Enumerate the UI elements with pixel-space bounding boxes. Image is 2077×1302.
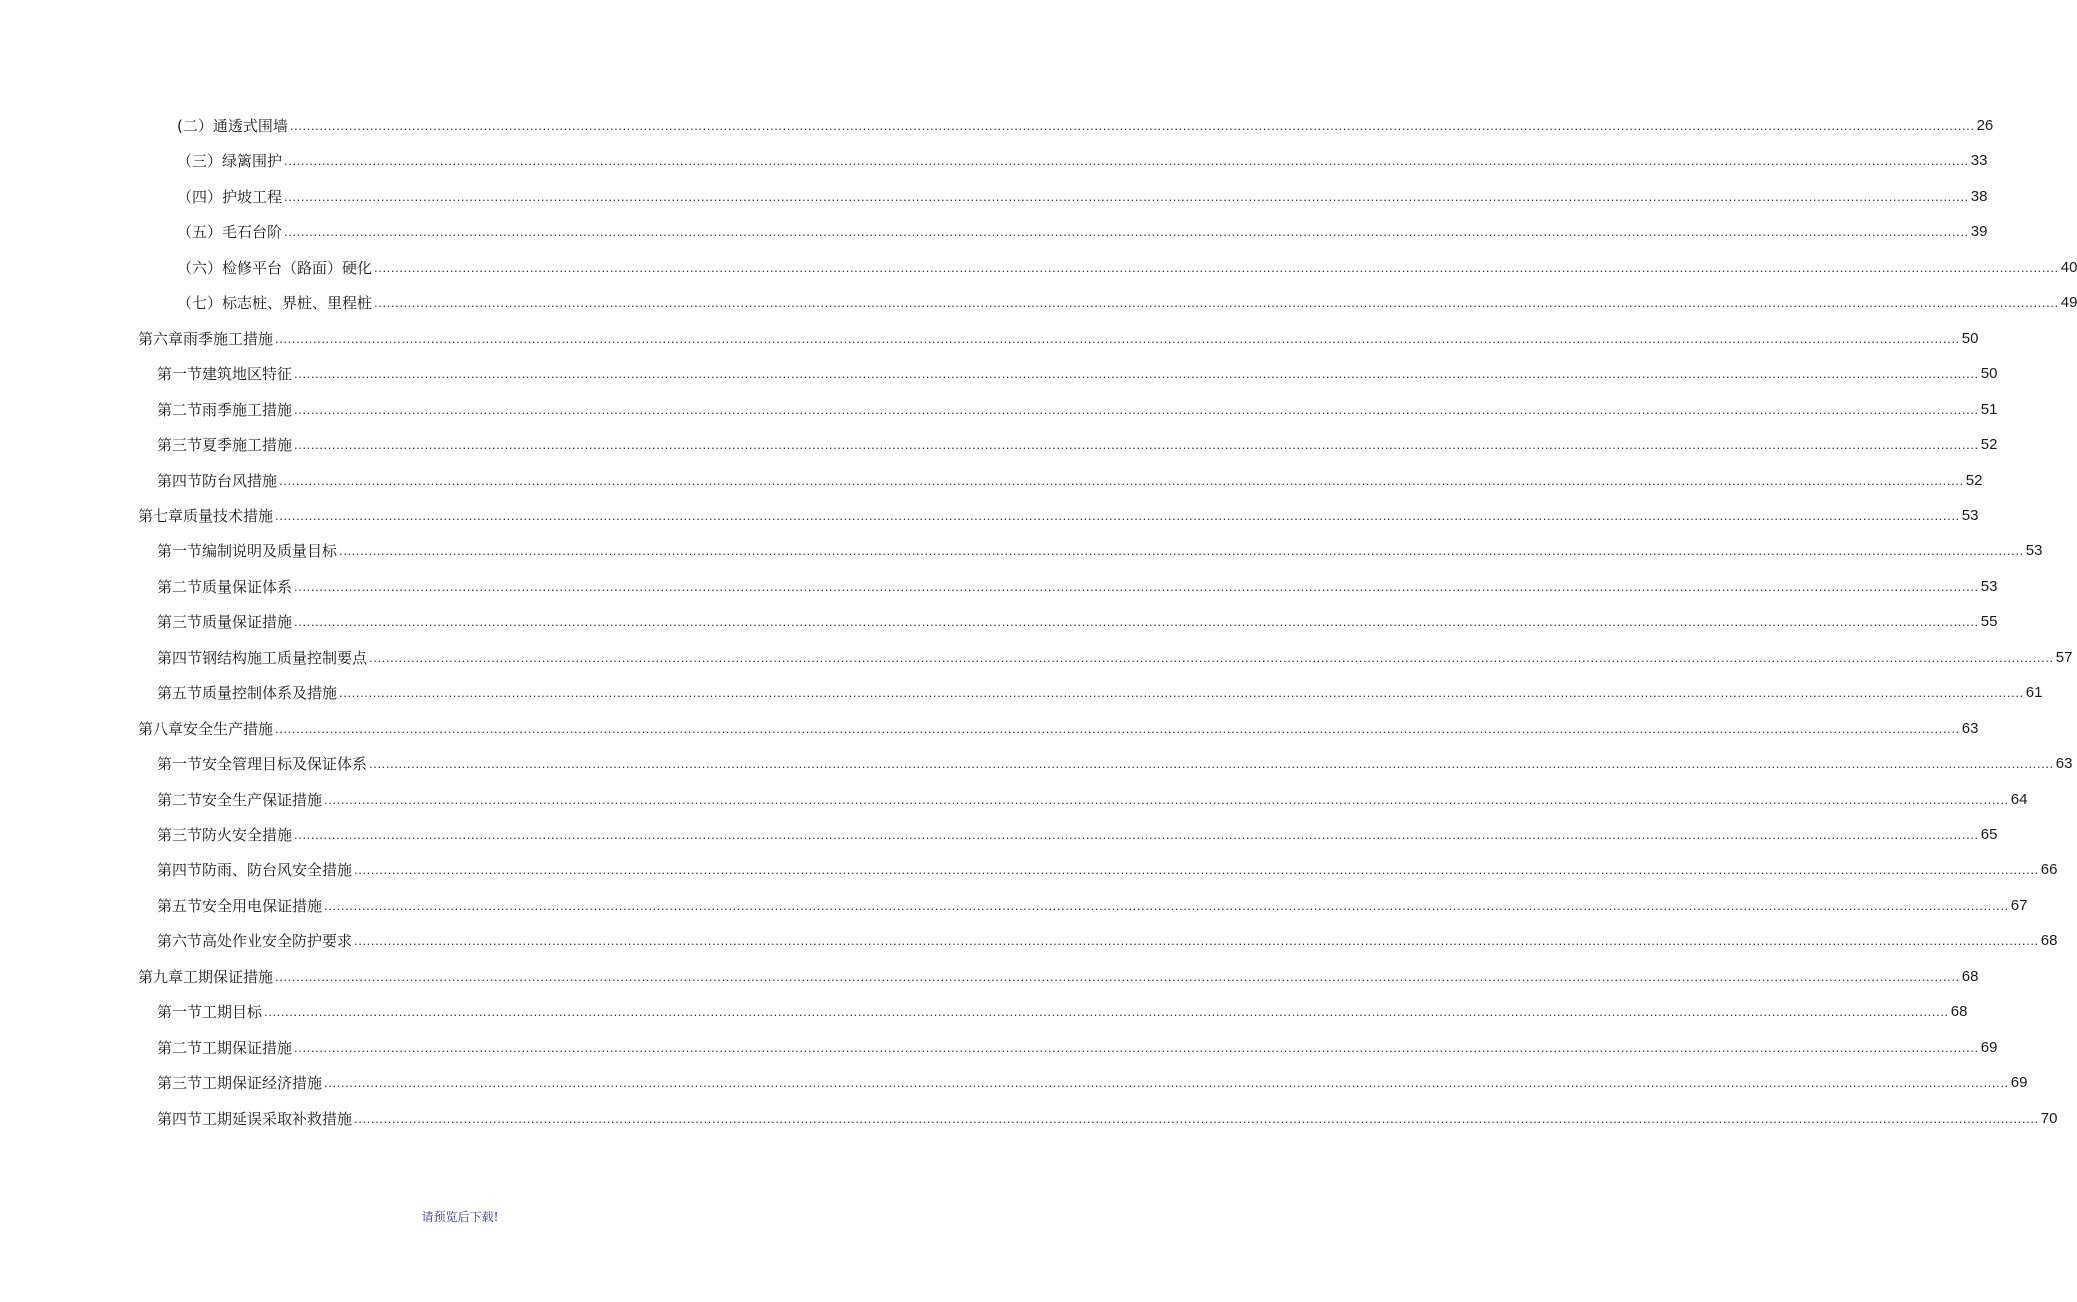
toc-dot-leader: ................................................................................................................................................................................................................................................................................................................................................................................................................ [264,1004,1949,1020]
toc-entry-title: 第四节工期延误采取补救措施 [157,1109,353,1128]
toc-entry-page-number: 51 [1980,400,1998,418]
toc-entry-title: 第九章工期保证措施 [138,967,274,986]
toc-dot-leader: ................................................................................................................................................................................................................................................................................................................................................................................................................ [284,153,1969,169]
toc-entry-title: 第三节夏季施工措施 [157,436,293,455]
toc-dot-leader: ................................................................................................................................................................................................................................................................................................................................................................................................................ [339,685,2024,701]
toc-entry-title: 第一节建筑地区特征 [157,365,293,384]
toc-entry-page-number: 33 [1970,152,1988,170]
toc-entry-title: （三）绿篱围护 [177,152,283,171]
toc-dot-leader: ................................................................................................................................................................................................................................................................................................................................................................................................................ [275,507,1960,523]
toc-entry-title: 第三节工期保证经济措施 [157,1074,323,1093]
toc-entry-page-number: 50 [1980,365,1998,383]
toc-dot-leader: ................................................................................................................................................................................................................................................................................................................................................................................................................ [279,472,1964,488]
toc-entry-page-number: 65 [1980,826,1998,843]
toc-entry[interactable] [157,998,1968,1022]
toc-dot-leader: ................................................................................................................................................................................................................................................................................................................................................................................................................ [374,259,2059,275]
toc-entry-page-number: 69 [1980,1038,1998,1056]
toc-entry-page-number: 68 [1950,1003,1968,1021]
toc-entry-page-number: 53 [1961,506,1979,524]
toc-dot-leader: ................................................................................................................................................................................................................................................................................................................................................................................................................ [294,437,1979,453]
toc-entry[interactable] [157,573,1998,597]
toc-entry-title: 第一节编制说明及质量目标 [157,542,338,561]
toc-entry-title: 第七章质量技术措施 [138,506,274,525]
toc-entry[interactable] [157,396,1998,420]
toc-entry-title: 第一节安全管理目标及保证体系 [157,755,368,774]
toc-entry[interactable] [177,254,2077,278]
toc-entry[interactable] [157,821,1998,845]
toc-entry[interactable] [157,431,1998,455]
toc-entry-page-number: 39 [1970,223,1988,241]
toc-entry-title: (二）通透式围墙 [177,117,288,135]
toc-entry-title: （四）护坡工程 [177,187,283,206]
toc-dot-leader: ................................................................................................................................................................................................................................................................................................................................................................................................................ [369,756,2054,772]
toc-dot-leader: ................................................................................................................................................................................................................................................................................................................................................................................................................ [275,720,1960,736]
toc-entry[interactable] [157,856,2058,880]
toc-entry-title: （七）标志桩、界桩、里程桩 [177,294,373,313]
toc-entry[interactable] [157,644,2073,668]
toc-dot-leader: ................................................................................................................................................................................................................................................................................................................................................................................................................ [294,827,1979,842]
toc-dot-leader: ................................................................................................................................................................................................................................................................................................................................................................................................................ [275,330,1960,346]
toc-entry[interactable] [138,963,1979,987]
toc-entry[interactable] [177,183,1988,207]
toc-entry-title: （五）毛石台阶 [177,223,283,242]
toc-entry-page-number: 67 [2010,896,2028,914]
toc-entry-page-number: 68 [2040,932,2058,950]
toc-entry-page-number: 52 [1980,436,1998,454]
toc-dot-leader: ................................................................................................................................................................................................................................................................................................................................................................................................................ [374,295,2059,311]
toc-entry-page-number: 69 [2010,1074,2028,1092]
toc-entry-title: 第二节工期保证措施 [157,1038,293,1057]
toc-dot-leader: ................................................................................................................................................................................................................................................................................................................................................................................................................ [324,897,2009,913]
toc-dot-leader: ................................................................................................................................................................................................................................................................................................................................................................................................................ [324,1075,2009,1091]
toc-entry[interactable] [157,608,1998,632]
toc-dot-leader: ................................................................................................................................................................................................................................................................................................................................................................................................................ [324,791,2009,807]
toc-entry-page-number: 26 [1976,117,1994,134]
toc-entry[interactable] [177,147,1988,171]
toc-dot-leader: ................................................................................................................................................................................................................................................................................................................................................................................................................ [354,1110,2039,1126]
toc-dot-leader: ................................................................................................................................................................................................................................................................................................................................................................................................................ [339,543,2024,559]
toc-entry-page-number: 68 [1961,967,1979,985]
toc-dot-leader: ................................................................................................................................................................................................................................................................................................................................................................................................................ [294,578,1979,594]
toc-entry-page-number: 66 [2040,861,2058,879]
toc-entry[interactable] [157,1105,2058,1129]
toc-entry-page-number: 57 [2055,648,2073,666]
toc-entry[interactable] [157,750,2073,774]
toc-entry-title: 第四节防台风措施 [157,471,278,490]
toc-dot-leader: ................................................................................................................................................................................................................................................................................................................................................................................................................ [275,968,1960,984]
toc-dot-leader: ................................................................................................................................................................................................................................................................................................................................................................................................................ [294,401,1979,417]
toc-entry-page-number: 63 [1961,719,1979,737]
toc-entry[interactable] [157,1034,1998,1058]
toc-entry-title: 第六节高处作业安全防护要求 [157,932,353,951]
toc-entry[interactable] [138,325,1979,349]
toc-entry[interactable] [157,467,1983,491]
toc-entry[interactable] [138,502,1979,526]
toc-entry[interactable] [157,1069,2028,1093]
toc-dot-leader: ................................................................................................................................................................................................................................................................................................................................................................................................................ [284,224,1969,240]
toc-entry-title: （六）检修平台（路面）硬化 [177,258,373,277]
toc-entry-title: 第四节钢结构施工质量控制要点 [157,648,368,667]
toc-entry[interactable] [157,360,1998,384]
toc-entry[interactable] [157,679,2043,703]
toc-entry-title: 第八章安全生产措施 [138,719,274,738]
toc-entry-title: 第二节质量保证体系 [157,577,293,596]
toc-entry[interactable] [177,112,1994,136]
toc-entry[interactable] [157,537,2043,561]
toc-dot-leader: ................................................................................................................................................................................................................................................................................................................................................................................................................ [294,366,1979,382]
footer-download-note: 请预览后下载! [421,1210,499,1224]
toc-entry[interactable] [157,786,2028,810]
toc-entry-page-number: 49 [2060,294,2077,312]
toc-entry-title: 第六章雨季施工措施 [138,329,274,348]
toc-entry-title: 第四节防雨、防台风安全措施 [157,861,353,880]
toc-entry[interactable] [157,927,2058,951]
toc-entry-page-number: 63 [2055,755,2073,773]
toc-entry-page-number: 38 [1970,187,1988,205]
toc-entry-title: 第五节质量控制体系及措施 [157,684,338,703]
toc-entry-page-number: 52 [1965,471,1983,489]
toc-entry-title: 第一节工期目标 [157,1003,263,1022]
toc-entry-page-number: 61 [2025,684,2043,702]
toc-entry-page-number: 40 [2060,258,2077,276]
toc-entry-page-number: 53 [1980,577,1998,595]
toc-entry-title: 第三节防火安全措施 [157,826,293,844]
toc-dot-leader: ................................................................................................................................................................................................................................................................................................................................................................................................................ [289,118,1975,133]
toc-entry-page-number: 53 [2025,542,2043,560]
toc-entry[interactable] [157,892,2028,916]
toc-entry-title: 第二节雨季施工措施 [157,400,293,419]
toc-entry[interactable] [177,218,1988,242]
toc-entry-title: 第三节质量保证措施 [157,613,293,632]
toc-entry-page-number: 50 [1961,329,1979,347]
toc-dot-leader: ................................................................................................................................................................................................................................................................................................................................................................................................................ [284,188,1969,204]
toc-dot-leader: ................................................................................................................................................................................................................................................................................................................................................................................................................ [369,649,2054,665]
toc-dot-leader: ................................................................................................................................................................................................................................................................................................................................................................................................................ [294,614,1979,630]
toc-entry-page-number: 55 [1980,613,1998,631]
toc-dot-leader: ................................................................................................................................................................................................................................................................................................................................................................................................................ [354,862,2039,878]
toc-entry-page-number: 70 [2040,1109,2058,1127]
toc-entry-title: 第二节安全生产保证措施 [157,790,323,809]
toc-entry[interactable] [177,289,2077,313]
toc-dot-leader: ................................................................................................................................................................................................................................................................................................................................................................................................................ [354,933,2039,949]
toc-dot-leader: ................................................................................................................................................................................................................................................................................................................................................................................................................ [294,1039,1979,1055]
toc-entry-title: 第五节安全用电保证措施 [157,896,323,915]
toc-entry-page-number: 64 [2010,790,2028,808]
toc-entry[interactable] [138,715,1979,739]
